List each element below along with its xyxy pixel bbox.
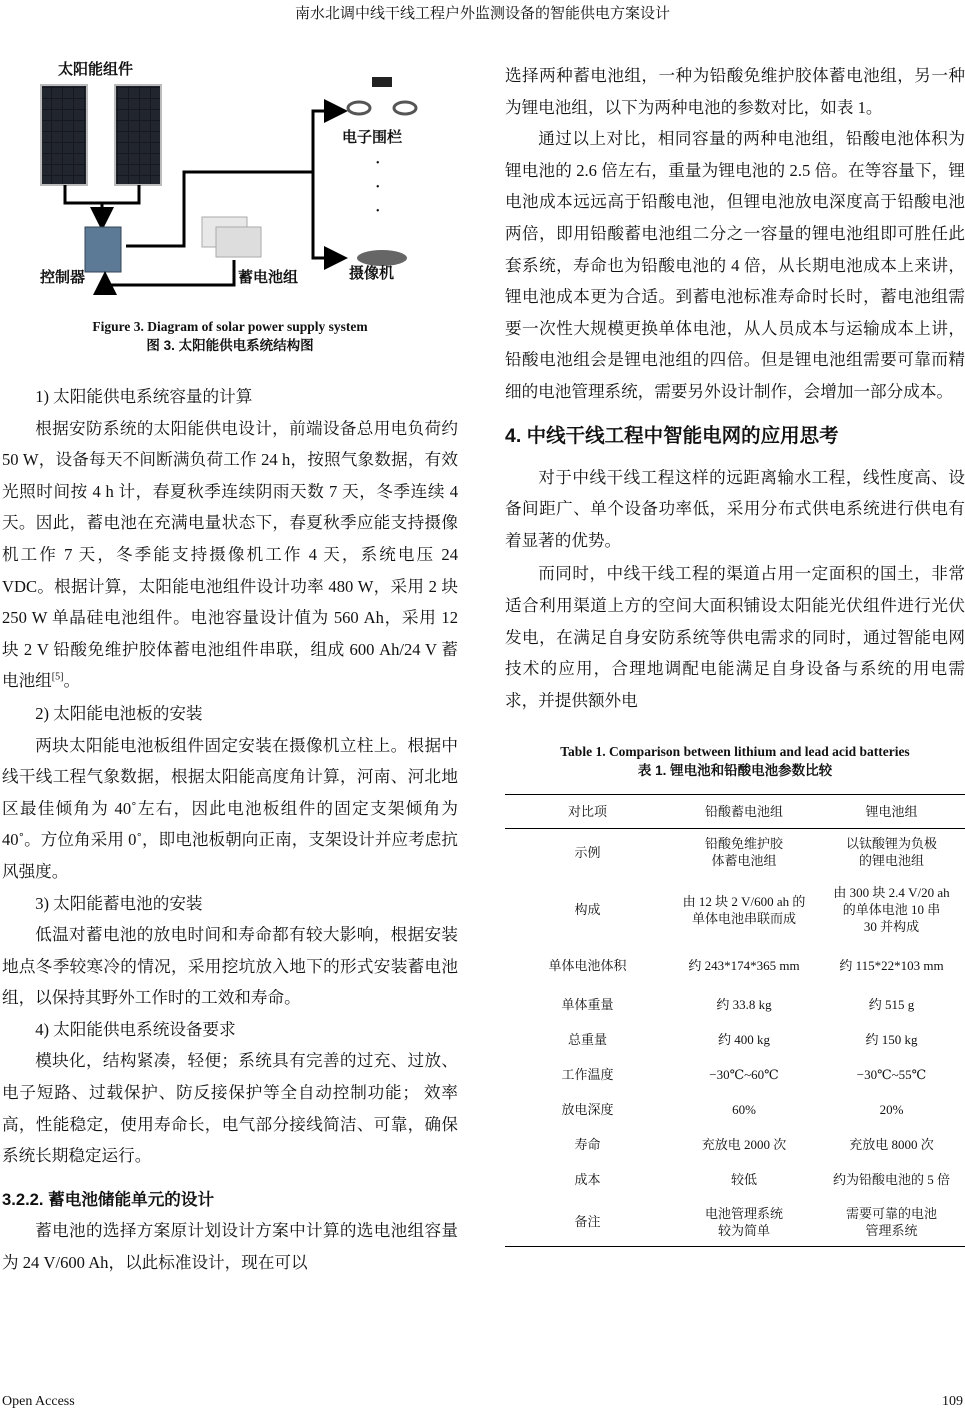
table-cell: 较低 (730, 1171, 757, 1187)
running-header: 南水北调中线干线工程户外监测设备的智能供电方案设计 (294, 6, 670, 22)
table-cell: 约 150 kg (865, 1031, 918, 1047)
fence-controller (372, 77, 392, 87)
label-electronic-fence: 电子围栏 (342, 129, 403, 146)
footer-open-access: Open Access (2, 1394, 75, 1409)
table-cell: 电池管理系统 较为简单 (704, 1205, 783, 1238)
table-cell: 铅酸免维护胶 体蓄电池组 (704, 836, 783, 869)
section-title-battery-install: 3) 太阳能蓄电池的安装 (35, 893, 203, 913)
paragraph-panel-install: 两块太阳能电池板组件固定安装在摄像机立柱上。根据中线干线工程气象数据，根据太阳能高度角计算，河南、河北地区最佳倾角为 40˚左右，因此电池板组件的固定支架倾角为 40˚。方位角采用 0˚，即电池板朝向正南，支架设计并应考虑抗风强度。 (2, 735, 458, 881)
paragraph-capacity (2, 413, 458, 697)
table-cell: 需要可靠的电池 管理系统 (845, 1205, 937, 1238)
page-number: 109 (942, 1394, 963, 1409)
table-cell: 示例 (574, 844, 601, 860)
section-heading-3-2-2: 3.2.2. 蓄电池储能单元的设计 (2, 1189, 215, 1209)
table-cell: 约 400 kg (717, 1031, 770, 1047)
table-cell: 总重量 (567, 1031, 607, 1047)
paragraph-end: 。 (63, 671, 81, 691)
ellipsis-dot: • (376, 158, 380, 169)
table-cell: −30℃~55℃ (856, 1066, 927, 1082)
table-cell: 约 115*22*103 mm (839, 958, 944, 974)
paragraph-requirements: 模块化，结构紧凑，轻便；系统具有完善的过充、过放、电子短路、过载保护、防反接保护等全自动控制功能； 效率高，性能稳定，使用寿命长，电气部分接线简洁、可靠，确保系统长期稳定运行。 (2, 1051, 458, 1166)
section-title-requirements: 4) 太阳能供电系统设备要求 (35, 1019, 236, 1039)
section-title-panel-install: 2) 太阳能电池板的安装 (35, 703, 203, 723)
table-row (505, 1092, 965, 1127)
table-row (505, 1127, 965, 1162)
solar-panel-2 (115, 85, 161, 185)
paragraph-smart-grid: 而同时，中线干线工程的渠道占用一定面积的国土，非常适合利用渠道上方的空间大面积铺设太阳能光伏组件进行光伏发电，在满足自身安防系统等供电需求的同时，通过智能电网技术的应用，合理地调配电能满足自身设备与系统的用电需求，并提供额外电 (505, 564, 965, 710)
table-row (505, 987, 965, 1022)
solar-system-diagram (30, 55, 450, 295)
label-battery: 蓄电池组 (238, 269, 299, 286)
table-cell: 单体电池体积 (548, 958, 627, 974)
table-row (505, 1162, 965, 1197)
table-cell: 成本 (574, 1171, 601, 1187)
label-solar-panels: 太阳能组件 (58, 61, 134, 78)
paragraph-comparison: 通过以上对比，相同容量的两种电池组，铅酸电池体积为锂电池的 2.6 倍左右，重量为锂电池的 2.5 倍。在等容量下，锂电池成本远远高于铅酸电池，但锂电池放电深度高于铅酸电池两倍，即用铅酸蓄电池组二分之一容量的锂电池组即可胜任此套系统，寿命也为铅酸电池的 4 倍，从长期电池成本上来讲，锂电池成本更为合适。到蓄电池标准寿命时长时，蓄电池组需要一次性大规模更换单体电池，从人员成本与运输成本上讲，铅酸电池组会是锂电池组的四倍。但是锂电池组需要可靠而精细的电池管理系统，需要另外设计制作，会增加一部分成本。 (505, 129, 965, 401)
table-row (505, 1057, 965, 1092)
table-cell: 约 33.8 kg (716, 996, 772, 1012)
ellipsis-dot: • (376, 182, 380, 193)
table-row (505, 945, 965, 987)
label-controller: 控制器 (40, 269, 86, 286)
table-cell: 由 300 块 2.4 V/20 ah 的单体电池 10 串 30 并构成 (833, 885, 950, 935)
table-cell: 约 515 g (868, 996, 915, 1012)
section-heading-4: 4. 中线干线工程中智能电网的应用思考 (505, 424, 839, 447)
table-cell: 寿命 (574, 1136, 601, 1152)
table-cell: 工作温度 (561, 1066, 614, 1082)
figure-caption-zh: 图 3. 太阳能供电系统结构图 (146, 338, 314, 353)
ellipsis-dot: • (376, 206, 380, 217)
paragraph-battery-choice: 选择两种蓄电池组，一种为铅酸免维护胶体蓄电池组，另一种为锂电池组，以下为两种电池的参数对比，如表 1。 (505, 66, 965, 117)
table-cell: 由 12 块 2 V/600 ah 的 单体电池串联而成 (682, 893, 806, 926)
paragraph-text: 根据安防系统的太阳能供电设计，前端设备总用电负荷约 50 W，设备每天不间断满负荷工作 24 h，按照气象数据，有效光照时间按 4 h 计，春夏秋季连续阴雨天数 7 天，冬季连续 4 天。因此，蓄电池在充满电量状态下，春夏秋季应能支持摄像机工作 7 天，冬季能支持摄像机工作 4 天，系统电压 24 VDC。根据计算，太阳能电池组件设计功率 480 W，采用 2 块 250 W 单晶硅电池组件。电池容量设计值为 560 Ah，采用 12 块 2 V 铅酸免维护胶体蓄电池组件串联，组成 600 Ah/24 V 蓄电池组 (2, 418, 458, 691)
table-cell: 60% (732, 1101, 756, 1117)
table-cell: 20% (879, 1101, 904, 1117)
solar-panel-1 (41, 85, 87, 185)
table-row (505, 829, 965, 875)
paragraph-storage-design: 蓄电池的选择方案原计划设计方案中计算的选电池组容量为 24 V/600 Ah，以此标准设计，现在可以 (2, 1221, 458, 1273)
battery-2 (216, 227, 261, 257)
paragraph-distributed: 对于中线干线工程这样的远距离输水工程，线性度高、设备间距广、单个设备功率低，采用分布式供电系统进行供电有着显著的优势。 (505, 467, 965, 550)
table-row (505, 1197, 965, 1247)
section-title-capacity: 1) 太阳能供电系统容量的计算 (35, 387, 253, 406)
table-cell: 构成 (574, 902, 601, 918)
table-cell: 以钛酸锂为负极 的锂电池组 (845, 836, 937, 869)
citation: [5] (51, 671, 64, 683)
table-cell: 约为铅酸电池的 5 倍 (832, 1171, 950, 1187)
table-cell: 充放电 2000 次 (701, 1136, 787, 1152)
label-camera: 摄像机 (349, 265, 395, 282)
comparison-table (505, 794, 965, 1247)
ellipsis-dots (376, 152, 386, 224)
table-caption-en: Table 1. Comparison between lithium and lead acid batteries (560, 744, 910, 760)
table-cell: 约 243*174*365 mm (688, 958, 800, 974)
header-lead-acid: 铅酸蓄电池组 (704, 804, 783, 820)
paragraph-battery-install: 低温对蓄电池的放电时间和寿命都有较大影响，根据安装地点冬季较寒冷的情况，采用挖坑放入地下的形式安装蓄电池组，以保持其野外工作时的工效和寿命。 (2, 925, 458, 1008)
table-cell: 单体重量 (561, 996, 614, 1012)
table-cell: 备注 (574, 1214, 601, 1230)
figure-caption-en: Figure 3. Diagram of solar power supply system (92, 319, 368, 334)
header-lithium: 锂电池组 (865, 804, 918, 820)
table-cell: −30℃~60℃ (709, 1066, 779, 1082)
controller-box (85, 227, 121, 272)
table-row (505, 875, 965, 945)
table-caption-zh: 表 1. 锂电池和铅酸电池参数比较 (637, 763, 833, 779)
header-item: 对比项 (567, 804, 607, 820)
table-cell: 充放电 8000 次 (849, 1136, 934, 1152)
table-cell: 放电深度 (561, 1101, 614, 1117)
table-row (505, 1022, 965, 1057)
